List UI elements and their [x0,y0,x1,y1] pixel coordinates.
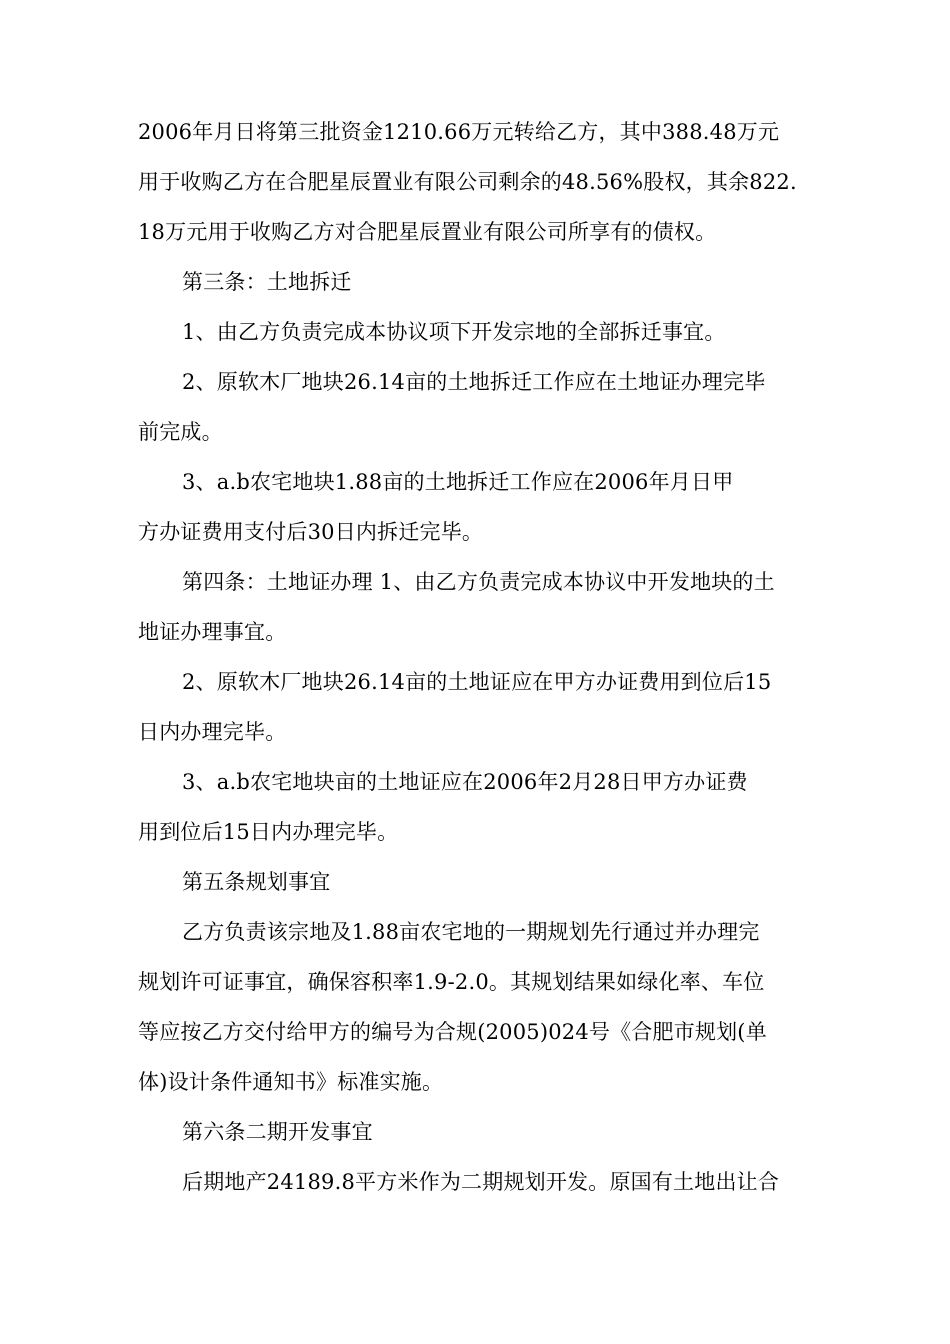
text-line-20: 体)设计条件通知书》标准实施。 [138,1070,444,1094]
text-line-15: 用到位后15日内办理完毕。 [138,820,399,844]
text-line-3: 18万元用于收购乙方对合肥星辰置业有限公司所享有的债权。 [138,220,717,244]
text-line-22: 后期地产24189.8平方米作为二期规划开发。原国有土地出让合 [182,1170,780,1194]
section-heading-5: 第五条规划事宜 [182,870,331,894]
text-line-14: 3、a.b农宅地块亩的土地证应在2006年2月28日甲方办证费 [182,770,748,794]
text-line-6: 2、原软木厂地块26.14亩的土地拆迁工作应在土地证办理完毕 [182,370,766,394]
text-line-12: 2、原软木厂地块26.14亩的土地证应在甲方办证费用到位后15 [182,670,772,694]
text-line-5: 1、由乙方负责完成本协议项下开发宗地的全部拆迁事宜。 [182,320,726,344]
text-line-19: 等应按乙方交付给甲方的编号为合规(2005)024号《合肥市规划(单 [138,1020,767,1044]
text-line-1: 2006年月日将第三批资金1210.66万元转给乙方，其中388.48万元 [138,120,780,144]
text-line-8: 3、a.b农宅地块1.88亩的土地拆迁工作应在2006年月日甲 [182,470,734,494]
text-line-11: 地证办理事宜。 [138,620,287,644]
section-heading-6: 第六条二期开发事宜 [182,1120,373,1144]
section-heading-4: 第四条：土地证办理 1、由乙方负责完成本协议中开发地块的土 [182,570,775,594]
text-line-9: 方办证费用支付后30日内拆迁完毕。 [138,520,484,544]
text-line-13: 日内办理完毕。 [138,720,287,744]
text-line-7: 前完成。 [138,420,223,444]
text-line-2: 用于收购乙方在合肥星辰置业有限公司剩余的48.56%股权，其余822. [138,170,797,194]
section-heading-3: 第三条：土地拆迁 [182,270,352,294]
text-line-17: 乙方负责该宗地及1.88亩农宅地的一期规划先行通过并办理完 [182,920,760,944]
text-line-18: 规划许可证事宜，确保容积率1.9-2.0。其规划结果如绿化率、车位 [138,970,765,994]
